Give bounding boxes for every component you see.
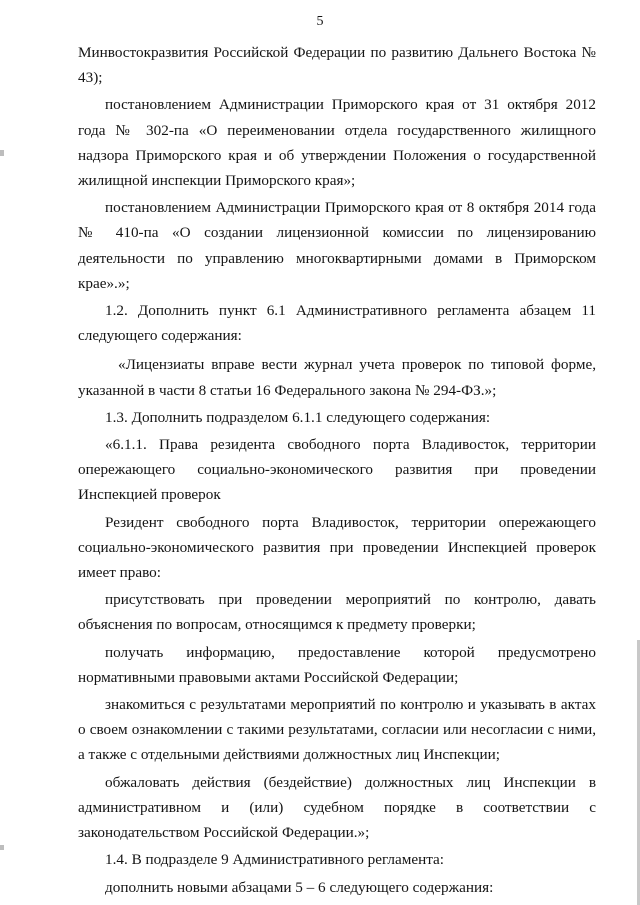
paragraph: обжаловать действия (бездействие) должностных лиц Инспекции в административном и (или) судебном порядке в соответствии с законодательством Российской Федерации.»; bbox=[78, 773, 596, 842]
page-number: 5 bbox=[316, 14, 324, 29]
paragraph: знакомиться с результатами мероприятий по контролю и указывать в актах о своем ознакомлении с такими результатами, согласии или несогласии с ними, а также с отдельными действиями должностных лиц Инспекции; bbox=[78, 696, 596, 764]
paragraph: 1.4. В подразделе 9 Административного регламента: bbox=[105, 851, 445, 869]
scan-edge-mark bbox=[0, 845, 4, 850]
document-body bbox=[78, 40, 596, 900]
scan-edge-mark bbox=[0, 150, 4, 156]
paragraph: получать информацию, предоставление которой предусмотрено нормативными правовыми актами Российской Федерации; bbox=[78, 643, 596, 686]
paragraph: 1.2. Дополнить пункт 6.1 Административного регламента абзацем 11 следующего содержания: bbox=[78, 302, 596, 345]
paragraph: Резидент свободного порта Владивосток, территории опережающего социально-экономического развития при проведении Инспекцией проверок имеет право: bbox=[78, 513, 596, 582]
paragraph: постановлением Администрации Приморского края от 31 октября 2012 года № 302-па «О переименовании отдела государственного жилищного надзора Приморского края и об утверждении Положения о государственной жилищной инспекции Приморского края»; bbox=[78, 96, 596, 190]
paragraph: «Лицензиаты вправе вести журнал учета проверок по типовой форме, указанной в части 8 статьи 16 Федерального закона № 294-ФЗ.»; bbox=[78, 356, 596, 399]
paragraph: 1.3. Дополнить подразделом 6.1.1 следующего содержания: bbox=[105, 408, 491, 426]
paragraph: Минвостокразвития Российской Федерации по развитию Дальнего Востока № 43); bbox=[78, 44, 596, 87]
paragraph: присутствовать при проведении мероприятий по контролю, давать объяснения по вопросам, относящимся к предмету проверки; bbox=[78, 591, 596, 634]
paragraph: «6.1.1. Права резидента свободного порта Владивосток, территории опережающего социально-экономического развития при проведении Инспекцией проверок bbox=[78, 436, 596, 504]
paragraph: постановлением Администрации Приморского края от 8 октября 2014 года № 410-па «О создании лицензионной комиссии по лицензированию деятельности по управлению многоквартирными домами в Приморском крае».»; bbox=[78, 199, 596, 292]
paragraph: дополнить новыми абзацами 5 – 6 следующего содержания: bbox=[105, 878, 494, 896]
